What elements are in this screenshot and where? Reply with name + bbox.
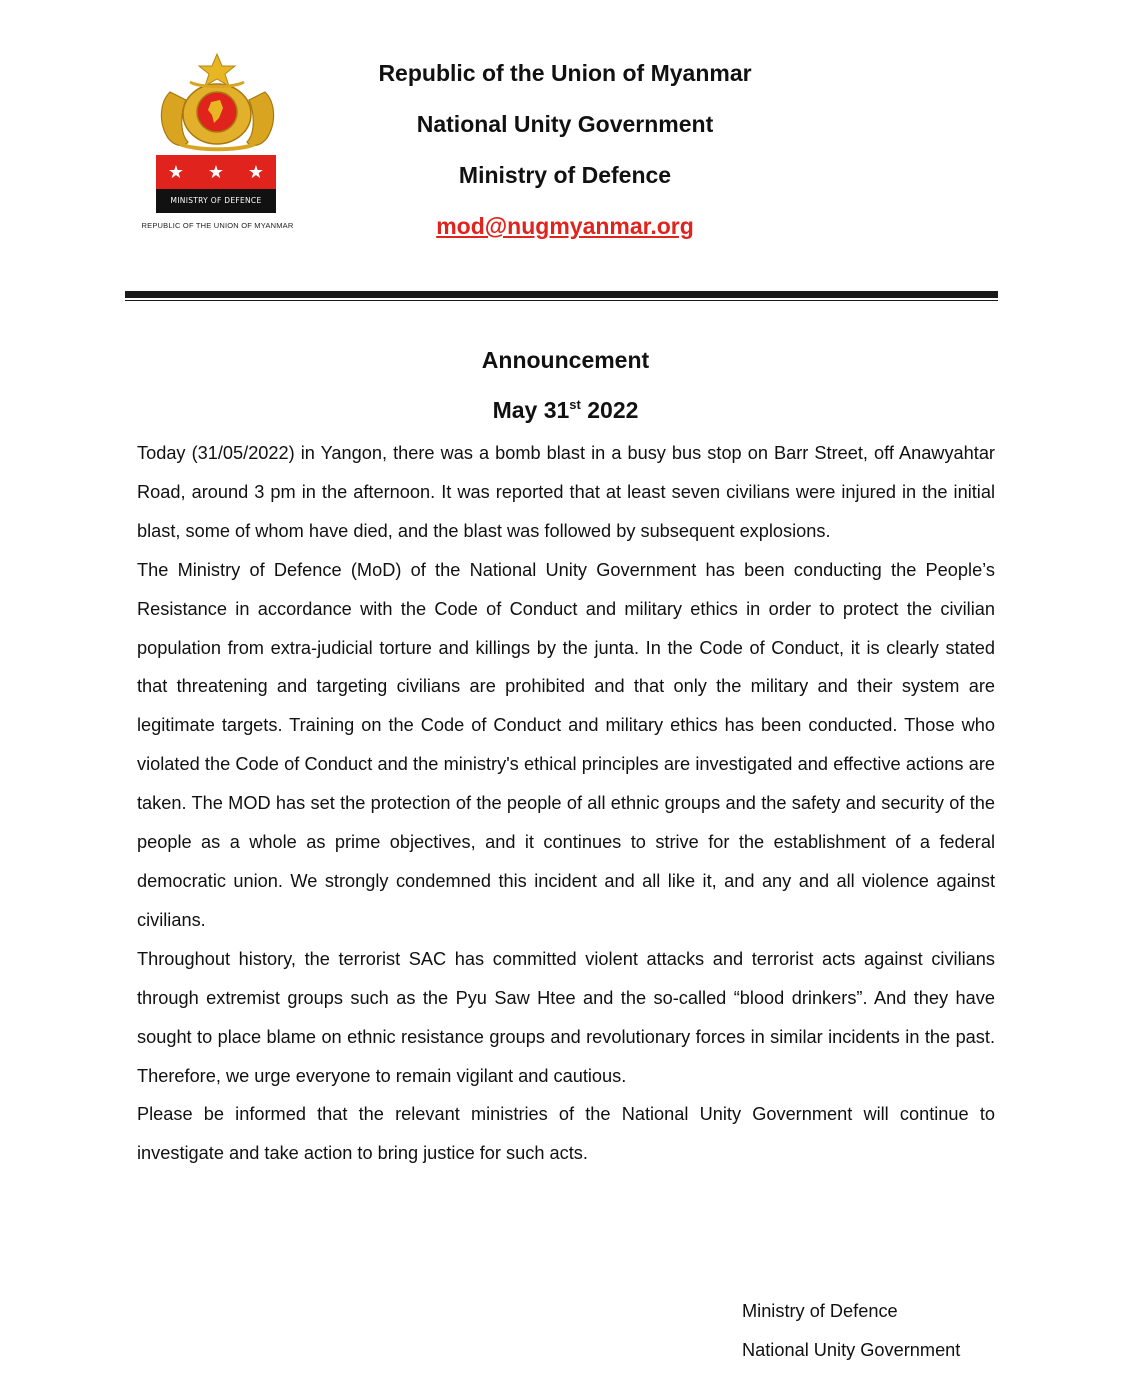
announcement-title: Announcement — [481, 347, 650, 373]
paragraph: Throughout history, the terrorist SAC has committed violent attacks and terrorist acts against civilians through extremist groups such as the Pyu Saw Htee and the so-called “blood drinkers”. And they have sought to place blame on ethnic resistance groups and revolutionary forces in similar incidents in the past. Therefore, we urge everyone to remain vigilant and cautious. — [137, 948, 995, 1086]
date-month-day: May 31 — [492, 397, 570, 423]
signature-block — [742, 1292, 960, 1370]
header-divider — [125, 291, 998, 298]
ministry-logo — [130, 52, 305, 237]
signature-government: National Unity Government — [742, 1339, 961, 1360]
government-name: National Unity Government — [416, 111, 714, 137]
header-divider-thin — [125, 300, 998, 301]
state-emblem-icon — [150, 52, 285, 152]
star-icon: ★ — [247, 162, 265, 182]
email-link[interactable]: mod@nugmyanmar.org — [436, 213, 694, 239]
paragraph: Please be informed that the relevant ministries of the National Unity Government will continue to investigate and take action to bring justice for such acts. — [137, 1104, 995, 1164]
ministry-flag — [156, 155, 276, 213]
logo-caption: REPUBLIC OF THE UNION OF MYANMAR — [141, 221, 294, 230]
flag-label: MINISTRY OF DEFENCE — [156, 189, 276, 213]
paragraph: The Ministry of Defence (MoD) of the National Unity Government has been conducting the People’s Resistance in accordance with the Code of Conduct and military ethics in order to protect the civilian population from extra-judicial torture and killings by the junta. In the Code of Conduct, it is clearly stated that threatening and targeting civilians are prohibited and that only the military and their system are legitimate targets. Training on the Code of Conduct and military ethics has been conducted. Those who violated the Code of Conduct and the ministry's ethical principles are investigated and effective actions are taken. The MOD has set the protection of the people of all ethnic groups and the safety and security of the people as a whole as prime objectives, and it continues to strive for the establishment of a federal democratic union. We strongly condemned this incident and all like it, and any and all violence against civilians. — [137, 559, 995, 930]
flag-stars — [156, 155, 276, 189]
letterhead — [340, 52, 790, 247]
star-icon: ★ — [207, 162, 225, 182]
announcement-date — [0, 392, 1131, 428]
signature-ministry: Ministry of Defence — [742, 1301, 898, 1321]
date-year: 2022 — [580, 397, 639, 423]
ministry-name: Ministry of Defence — [458, 162, 672, 188]
announcement-body — [137, 434, 995, 1173]
date-ordinal: st — [569, 397, 581, 412]
star-icon: ★ — [167, 162, 185, 182]
paragraph: Today (31/05/2022) in Yangon, there was a bomb blast in a busy bus stop on Barr Street, off Anawyahtar Road, around 3 pm in the afternoon. It was reported that at least seven civilians were injured in the initial blast, some of whom have died, and the blast was followed by subsequent explosions. — [137, 443, 995, 541]
country-name: Republic of the Union of Myanmar — [378, 60, 752, 86]
